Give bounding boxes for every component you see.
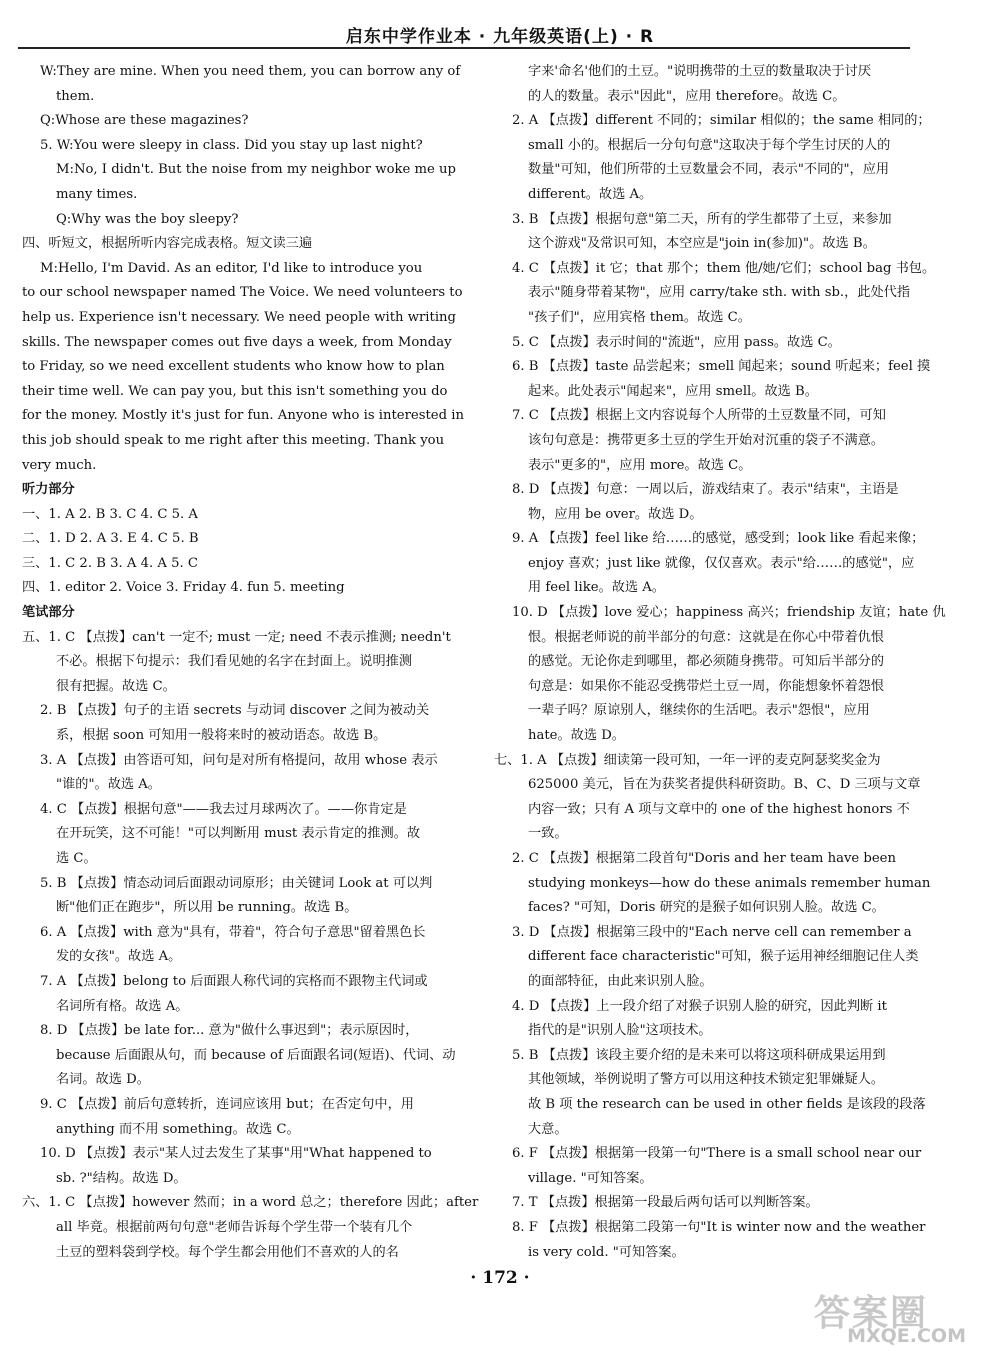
text-line: 名词所有格。故选 A。 [56,998,189,1014]
text-line: 四、听短文，根据所听内容完成表格。短文读三遍 [22,236,313,252]
text-line: help us. Experience isn't necessary. We need people with writing [22,309,456,325]
text-line: faces? "可知，Doris 研究的是猴子如何识别人脸。故选 C。 [528,900,885,916]
text-line: W:They are mine. When you need them, you can borrow any of [40,64,461,79]
text-line: 不必。根据下句提示：我们看见她的名字在封面上。说明推测 [56,654,413,670]
text-line: is very cold. "可知答案。 [528,1244,685,1260]
text-line: 4. C 【点拨】it 它；that 那个；them 他/她/它们；school bag 书包。 [512,260,936,276]
text-line: 字来'命名'他们的土豆。"说明携带的土豆的数量取决于讨厌 [528,64,872,79]
text-line: 在开玩笑，这不可能！"可以判断用 must 表示肯定的推测。故 [56,826,421,842]
text-line: 内容一致；只有 A 项与文章中的 one of the highest honors 不 [528,801,910,817]
text-line: 物，应用 be over。故选 D。 [528,506,703,522]
page-number: · 172 · [470,1268,530,1288]
text-line: sb. ?"结构。故选 D。 [56,1170,187,1186]
text-line: 二、1. D 2. A 3. E 4. C 5. B [22,531,199,547]
text-line: them. [56,88,95,104]
text-line: enjoy 喜欢；just like 就像，仅仅喜欢。表示"给……的感觉"，应 [528,555,915,571]
text-line: 的感觉。无论你走到哪里，都必须随身携带。可知后半部分的 [528,654,885,670]
text-line: because 后面跟从句，而 because of 后面跟名词(短语)、代词、动 [56,1047,456,1063]
text-line: 三、1. C 2. B 3. A 4. A 5. C [22,555,198,571]
text-line: 7. C 【点拨】根据上文内容说每个人所带的土豆数量不同，可知 [512,408,886,424]
right-column [494,60,946,1265]
text-line: 表示"更多的"，应用 more。故选 C。 [528,457,752,473]
text-line: to Friday, so we need excellent students who know how to plan [22,359,445,375]
text-line: Q:Whose are these magazines? [40,113,249,129]
text-line: 故 B 项 the research can be used in other fields 是该段的段落 [528,1096,926,1112]
text-line: 四、1. editor 2. Voice 3. Friday 4. fun 5. meeting [22,580,345,596]
text-line: 6. F 【点拨】根据第一段第一句"There is a small school near our [512,1146,922,1162]
text-line: 5. B 【点拨】该段主要介绍的是未来可以将这项科研成果运用到 [512,1047,886,1063]
text-line: 句意是：如果你不能忍受携带烂土豆一周，你能想象怀着怨恨 [528,678,885,694]
text-line: skills. The newspaper comes out five days a week, from Monday [22,334,452,350]
text-line: to our school newspaper named The Voice. We need volunteers to [22,285,463,301]
text-line: 5. B 【点拨】情态动词后面跟动词原形；由关键词 Look at 可以判 [40,875,433,891]
text-line: 2. B 【点拨】句子的主语 secrets 与动词 discover 之间为被动关 [40,703,430,719]
text-line: 该句句意是：携带更多土豆的学生开始对沉重的袋子不满意。 [528,432,885,448]
text-line: "孩子们"，应用宾格 them。故选 C。 [528,309,751,325]
text-line: 笔试部分 [22,605,75,621]
text-line: 数量"可知，他们所带的土豆数量会不同，表示"不同的"，应用 [528,162,890,178]
left-column [22,60,479,1265]
watermark-sub: MXQE.COM [847,1325,966,1347]
text-line: 六、1. C 【点拨】however 然而；in a word 总之；therefore 因此；after [22,1195,479,1211]
text-line: 8. F 【点拨】根据第二段第一句"It is winter now and the weather [512,1219,926,1235]
text-line: different。故选 A。 [528,186,653,202]
text-line: 大意。 [528,1121,568,1137]
text-line: very much. [22,457,97,473]
text-line: 选 C。 [56,851,97,866]
text-line: 一、1. A 2. B 3. C 4. C 5. A [22,506,198,522]
text-line: 五、1. C 【点拨】can't 一定不; must 一定; need 不表示推测; needn't [22,629,451,645]
text-line: 8. D 【点拨】句意：一周以后，游戏结束了。表示"结束"，主语是 [512,482,899,498]
text-line: 2. C 【点拨】根据第二段首句"Doris and her team have been [512,851,896,866]
text-line: 625000 美元，旨在为获奖者提供科研资助。B、C、D 三项与文章 [528,777,921,793]
text-line: 4. D 【点拨】上一段介绍了对猴子识别人脸的研究，因此判断 it [512,998,887,1014]
text-line: 起来。此处表示"闻起来"，应用 smell。故选 B。 [528,383,818,399]
text-line: for the money. Mostly it's just for fun. Anyone who is interested in [22,408,464,424]
book-title: 启东中学作业本 · 九年级英语(上) · R [345,27,655,47]
text-line: 七、1. A 【点拨】细读第一段可知，一年一评的麦克阿瑟奖奖金为 [494,752,881,768]
text-line: 表示"随身带着某物"，应用 carry/take sth. with sb.，此处代指 [528,285,911,301]
text-line: studying monkeys—how do these animals remember human [528,875,931,891]
text-line: 8. D 【点拨】be late for... 意为"做什么事迟到"；表示原因时， [40,1023,419,1039]
text-line: 4. C 【点拨】根据句意"——我去过月球两次了。——你肯定是 [40,801,407,817]
text-line: 9. C 【点拨】前后句意转折，连词应该用 but；在否定句中，用 [40,1096,414,1112]
text-line: many times. [56,186,138,202]
text-line: all 毕竟。根据前两句句意"老师告诉每个学生带一个装有几个 [56,1219,413,1235]
text-line: 其他领域，举例说明了警方可以用这种技术锁定犯罪嫌疑人。 [528,1072,885,1088]
text-line: 用 feel like。故选 A。 [528,580,665,596]
text-line: hate。故选 D。 [528,728,625,744]
text-line: different face characteristic"可知，猴子运用神经细胞记住人类 [528,949,919,965]
text-line: "谁的"。故选 A。 [56,777,161,793]
text-line: 7. A 【点拨】belong to 后面跟人称代词的宾格而不跟物主代词或 [40,973,428,989]
text-line: 5. W:You were sleepy in class. Did you stay up last night? [40,137,423,153]
text-line: 系，根据 soon 可知用一般将来时的被动语态。故选 B。 [56,728,387,744]
text-line: 3. D 【点拨】根据第三段中的"Each nerve cell can remember a [512,924,912,940]
text-line: 这个游戏"及常识可知，本空应是"join in(参加)"。故选 B。 [528,236,876,252]
text-line: 5. C 【点拨】表示时间的"流逝"，应用 pass。故选 C。 [512,334,841,350]
text-line: small 小的。根据后一分句句意"这取决于每个学生讨厌的人的 [528,137,891,153]
text-line: this job should speak to me right after this meeting. Thank you [22,432,445,448]
text-line: 3. A 【点拨】由答语可知，问句是对所有格提问，故用 whose 表示 [40,752,438,768]
watermark-logo [814,1285,974,1347]
text-line: 6. B 【点拨】taste 品尝起来；smell 闻起来；sound 听起来；feel 摸 [512,359,931,375]
text-line: 9. A 【点拨】feel like 给……的感觉，感受到；look like 看起来像； [512,531,925,547]
text-line: anything 而不用 something。故选 C。 [56,1121,300,1137]
text-line: Q:Why was the boy sleepy? [56,211,239,227]
text-line: 恨。根据老师说的前半部分的句意：这就是在你心中带着仇恨 [528,629,885,645]
text-line: 听力部分 [22,482,75,498]
text-line: 一辈子吗？原谅别人，继续你的生活吧。表示"怨恨"，应用 [528,703,870,719]
text-line: their time well. We can pay you, but this isn't something you do [22,383,448,399]
text-line: 名词。故选 D。 [56,1072,150,1088]
text-line: 3. B 【点拨】根据句意"第二天，所有的学生都带了土豆，来参加 [512,211,892,227]
text-line: 土豆的塑料袋到学校。每个学生都会用他们不喜欢的人的名 [56,1244,399,1260]
watermark-main: 答案圈 [814,1293,929,1334]
text-line: M:No, I didn't. But the noise from my neighbor woke me up [56,162,456,178]
text-line: village. "可知答案。 [528,1170,653,1186]
text-line: 6. A 【点拨】with 意为"具有，带着"，符合句子意思"留着黑色长 [40,924,426,940]
text-line: 2. A 【点拨】different 不同的；similar 相似的；the same 相同的； [512,113,931,129]
text-line: 一致。 [528,826,568,842]
text-line: 发的女孩"。故选 A。 [56,949,182,965]
text-line: 的面部特征，由此来识别人脸。 [528,973,713,989]
text-line: 7. T 【点拨】根据第一段最后两句话可以判断答案。 [512,1195,819,1211]
text-line: M:Hello, I'm David. As an editor, I'd like to introduce you [40,260,423,276]
text-line: 断"他们正在跑步"，所以用 be running。故选 B。 [56,900,358,916]
header-rule [18,47,910,49]
text-line: 很有把握。故选 C。 [56,678,176,694]
text-line: 10. D 【点拨】表示"某人过去发生了某事"用"What happened to [40,1146,432,1162]
text-line: 指代的是"识别人脸"这项技术。 [528,1023,712,1039]
text-line: 的人的数量。表示"因此"，应用 therefore。故选 C。 [528,88,846,104]
text-line: 10. D 【点拨】love 爱心；happiness 高兴；friendship 友谊；hate 仇 [512,605,946,621]
